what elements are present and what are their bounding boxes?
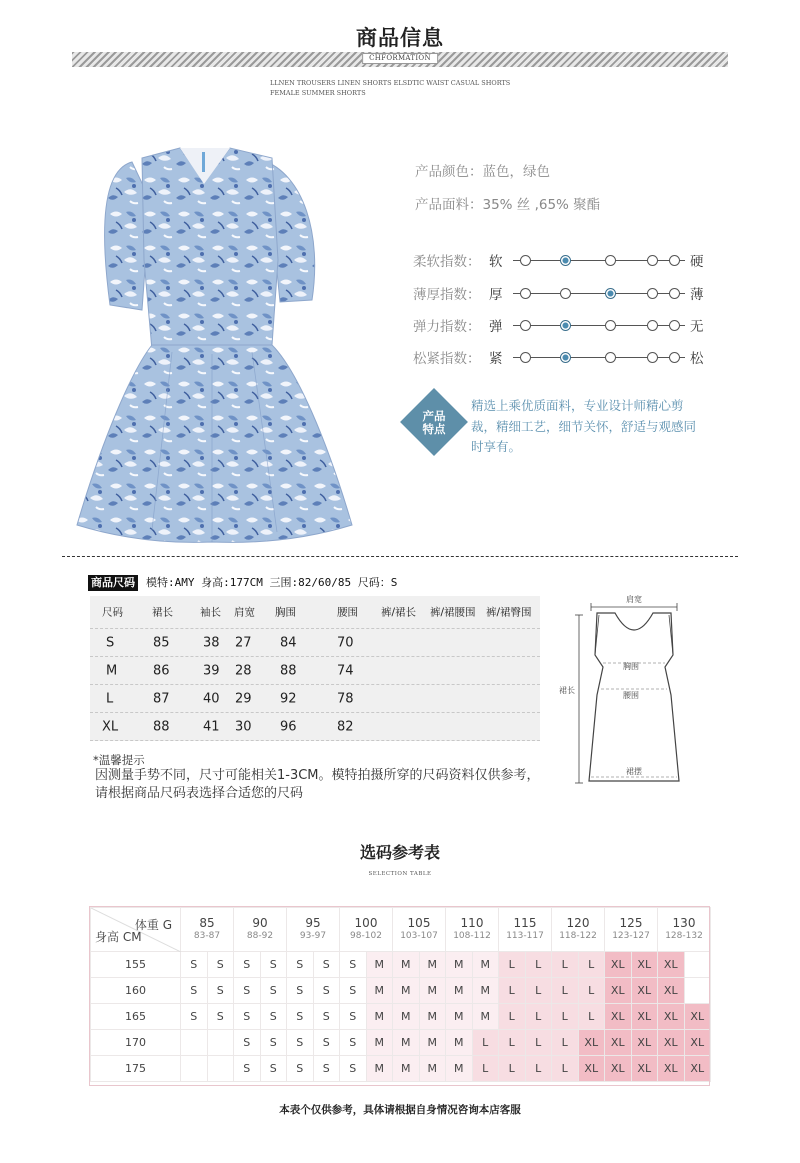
rating-right-label: 无 [690, 319, 704, 335]
size-recommendation-cell: S [181, 1004, 208, 1030]
rating-left-label: 弹 [489, 319, 503, 335]
rating-dot [647, 288, 658, 299]
diagram-waist-label: 腰围 [623, 691, 639, 700]
size-recommendation-cell: XL [631, 1004, 658, 1030]
size-cell: 87 [153, 691, 170, 706]
size-recommendation-cell: S [340, 978, 367, 1004]
size-header [88, 571, 397, 587]
size-cell: 29 [235, 691, 252, 706]
size-cell: L [106, 691, 114, 706]
page-title: 商品信息 [356, 25, 444, 50]
size-cell: 30 [235, 719, 252, 734]
size-recommendation-cell: L [552, 1056, 579, 1082]
size-cell: 28 [235, 663, 252, 678]
size-recommendation-cell: S [313, 978, 340, 1004]
size-recommendation-cell: L [525, 952, 552, 978]
size-cell: 92 [280, 691, 297, 706]
rating-dot [669, 352, 680, 363]
weight-value: 95 [305, 915, 321, 930]
weight-column-header [393, 908, 446, 952]
height-value: 155 [91, 952, 181, 978]
rating-right-label: 薄 [690, 287, 704, 303]
size-cell: 39 [203, 663, 220, 678]
weight-range: 98-102 [350, 930, 382, 941]
diagram-shoulder-label: 肩宽 [626, 595, 642, 604]
rating-left-label: 紧 [489, 351, 503, 367]
rating-track [513, 357, 685, 358]
rating-row [413, 315, 713, 335]
size-cell: 41 [203, 719, 220, 734]
weight-column-header [340, 908, 393, 952]
size-cell: 38 [203, 635, 220, 650]
size-cell: M [106, 663, 118, 678]
size-cell: S [106, 635, 115, 650]
weight-value: 130 [672, 915, 696, 930]
rating-right-label: 硬 [690, 254, 704, 270]
rating-right-label: 松 [690, 351, 704, 367]
header-subtitle-line-2: FEMALE SUMMER SHORTS [270, 89, 366, 97]
size-row [90, 629, 540, 657]
size-recommendation-cell: M [366, 1004, 393, 1030]
size-recommendation-cell: M [393, 1056, 420, 1082]
height-value: 175 [91, 1056, 181, 1082]
height-axis-label: 身高 CM [95, 930, 142, 944]
size-recommendation-cell: S [287, 952, 314, 978]
rating-dot [520, 320, 531, 331]
size-recommendation-cell: S [260, 978, 287, 1004]
weight-range: 123-127 [612, 930, 650, 941]
rating-label: 弹力指数： [413, 319, 481, 335]
rating-row [413, 283, 713, 303]
size-recommendation-cell: L [578, 978, 605, 1004]
rating-dot [605, 320, 616, 331]
size-recommendation-cell: S [340, 952, 367, 978]
weight-value: 120 [566, 915, 590, 930]
rating-dot [669, 320, 680, 331]
size-recommendation-cell [684, 978, 711, 1004]
weight-range: 93-97 [299, 930, 327, 941]
size-row [90, 685, 540, 713]
size-recommendation-cell: L [552, 978, 579, 1004]
weight-column-header [499, 908, 552, 952]
size-recommendation-cell: S [340, 1004, 367, 1030]
rating-label: 松紧指数： [413, 351, 481, 367]
size-recommendation-cell: L [499, 952, 526, 978]
size-recommendation-cell: L [525, 978, 552, 1004]
feature-description: 精选上乘优质面料，专业设计师精心剪裁，精细工艺，细节关怀，舒适与观感同时享有。 [471, 398, 697, 454]
weight-column-header [287, 908, 340, 952]
rating-dot [520, 288, 531, 299]
size-row [90, 657, 540, 685]
size-column-header: 裤/裙长 [381, 606, 417, 619]
size-recommendation-cell: S [234, 1030, 261, 1056]
weight-value: 110 [460, 915, 484, 930]
measurement-diagram [555, 585, 695, 795]
diagram-hem-label: 裙摆 [626, 767, 642, 776]
size-column-header: 裤/裙臀围 [486, 606, 532, 619]
rating-dot [605, 352, 616, 363]
diagram-length-label: 裙长 [559, 686, 575, 695]
size-column-header: 袖长 [200, 606, 221, 619]
notice-title: *温馨提示 [93, 753, 145, 767]
size-recommendation-cell: M [393, 1030, 420, 1056]
feature-badge-label [410, 410, 458, 436]
size-recommendation-cell: M [419, 978, 446, 1004]
rating-label: 柔软指数： [413, 254, 481, 270]
selection-title: 选码参考表 [359, 843, 440, 862]
size-recommendation-cell: XL [684, 1030, 711, 1056]
weight-range: 83-87 [193, 930, 221, 941]
size-recommendation-cell: S [313, 952, 340, 978]
footnote: 本表个仅供参考，具体请根据自身情况咨询本店客服 [279, 1104, 521, 1116]
selection-subtitle: SELECTION TABLE [368, 871, 432, 877]
size-column-header: 裤/裙腰围 [430, 606, 476, 619]
size-recommendation-cell: L [499, 1030, 526, 1056]
rating-dot-selected [560, 320, 571, 331]
rating-track [513, 260, 685, 261]
size-recommendation-cell: S [260, 1056, 287, 1082]
weight-column-header [658, 908, 711, 952]
section-divider [62, 556, 738, 557]
rating-dot [560, 288, 571, 299]
product-color: 产品颜色：蓝色，绿色 [415, 164, 550, 180]
size-recommendation-cell: S [287, 1004, 314, 1030]
size-recommendation-cell: XL [631, 1030, 658, 1056]
weight-value: 85 [199, 915, 215, 930]
size-cell: 78 [337, 691, 354, 706]
size-recommendation-cell: XL [631, 952, 658, 978]
weight-column-header [552, 908, 605, 952]
size-recommendation-cell: XL [631, 978, 658, 1004]
size-cell: 27 [235, 635, 252, 650]
weight-range: 88-92 [246, 930, 274, 941]
size-recommendation-cell: M [419, 1030, 446, 1056]
size-recommendation-cell: L [552, 1004, 579, 1030]
size-recommendation-cell: L [499, 1056, 526, 1082]
size-recommendation-cell: L [552, 952, 579, 978]
product-fabric: 产品面料：35% 丝 ,65% 聚酯 [415, 197, 601, 213]
size-recommendation-cell: M [366, 1056, 393, 1082]
size-recommendation-cell: XL [578, 1030, 605, 1056]
size-recommendation-cell: S [181, 952, 208, 978]
rating-dot-selected [560, 255, 571, 266]
size-recommendation-cell: XL [684, 1056, 711, 1082]
size-cell: 85 [153, 635, 170, 650]
size-recommendation-cell: M [446, 952, 473, 978]
notice-text: 因测量手势不同，尺寸可能相关1-3CM。模特拍摄所穿的尺码资料仅供参考，请根据商品尺码表选择合适您的尺码 [95, 768, 540, 801]
size-recommendation-cell: S [287, 1056, 314, 1082]
weight-range: 108-112 [453, 930, 491, 941]
size-recommendation-cell: M [366, 952, 393, 978]
size-recommendation-cell: M [446, 1004, 473, 1030]
size-recommendation-cell: XL [605, 978, 632, 1004]
product-dress-image [72, 140, 357, 550]
size-cell: 82 [337, 719, 354, 734]
size-recommendation-cell: L [472, 1056, 499, 1082]
size-recommendation-cell: XL [631, 1056, 658, 1082]
size-recommendation-cell: S [313, 1056, 340, 1082]
size-recommendation-cell: M [446, 978, 473, 1004]
weight-range: 113-117 [506, 930, 544, 941]
weight-column-header [181, 908, 234, 952]
feature-badge-line-2: 特点 [422, 422, 446, 436]
size-cell: 84 [280, 635, 297, 650]
selection-header-row [91, 908, 711, 952]
size-recommendation-cell: M [419, 1004, 446, 1030]
size-recommendation-cell [684, 952, 711, 978]
size-recommendation-cell: XL [605, 1004, 632, 1030]
size-recommendation-cell: M [393, 952, 420, 978]
size-recommendation-cell: S [260, 1004, 287, 1030]
weight-value: 105 [407, 915, 431, 930]
selection-row [91, 1004, 711, 1030]
size-recommendation-cell: S [207, 1004, 234, 1030]
size-recommendation-cell: S [234, 952, 261, 978]
size-recommendation-cell: L [525, 1030, 552, 1056]
weight-range: 128-132 [665, 930, 703, 941]
selection-corner-cell [91, 908, 181, 952]
size-recommendation-cell: XL [658, 1030, 685, 1056]
size-recommendation-cell [207, 1030, 234, 1056]
size-cell: 96 [280, 719, 297, 734]
feature-badge-line-1: 产品 [422, 409, 446, 423]
size-cell: 70 [337, 635, 354, 650]
size-recommendation-cell: S [340, 1056, 367, 1082]
rating-row [413, 347, 713, 367]
selection-row [91, 1030, 711, 1056]
size-recommendation-cell: M [366, 1030, 393, 1056]
size-row [90, 713, 540, 741]
rating-dot [520, 352, 531, 363]
rating-track [513, 293, 685, 294]
rating-label: 薄厚指数： [413, 287, 481, 303]
size-recommendation-cell: S [287, 978, 314, 1004]
size-recommendation-cell: L [499, 1004, 526, 1030]
size-recommendation-cell: L [578, 952, 605, 978]
size-tag: 商品尺码 [88, 575, 138, 591]
size-recommendation-cell: M [472, 952, 499, 978]
weight-column-header [446, 908, 499, 952]
selection-row [91, 978, 711, 1004]
rating-left-label: 厚 [489, 287, 503, 303]
size-recommendation-cell: S [207, 952, 234, 978]
rating-row [413, 250, 713, 270]
size-recommendation-cell [207, 1056, 234, 1082]
weight-value: 125 [619, 915, 643, 930]
size-cell: 40 [203, 691, 220, 706]
size-recommendation-cell: XL [605, 952, 632, 978]
size-recommendation-cell [181, 1030, 208, 1056]
weight-column-header [234, 908, 287, 952]
rating-track [513, 325, 685, 326]
diagram-chest-label: 胸围 [623, 662, 639, 671]
size-recommendation-cell: M [366, 978, 393, 1004]
header-band [72, 52, 728, 67]
size-recommendation-cell: L [552, 1030, 579, 1056]
size-recommendation-cell: XL [658, 1056, 685, 1082]
size-cell: 88 [153, 719, 170, 734]
weight-axis-label: 体重 G [134, 918, 172, 932]
selection-row [91, 1056, 711, 1082]
size-recommendation-cell: S [234, 1004, 261, 1030]
size-recommendation-cell: S [234, 978, 261, 1004]
size-recommendation-cell: M [419, 1056, 446, 1082]
rating-dot [647, 255, 658, 266]
weight-range: 118-122 [559, 930, 597, 941]
weight-range: 103-107 [400, 930, 438, 941]
weight-value: 90 [252, 915, 268, 930]
size-recommendation-cell: M [446, 1030, 473, 1056]
size-recommendation-cell: M [472, 978, 499, 1004]
size-recommendation-cell: M [393, 978, 420, 1004]
size-recommendation-cell: S [287, 1030, 314, 1056]
size-recommendation-cell: XL [605, 1056, 632, 1082]
rating-left-label: 软 [489, 254, 503, 270]
size-recommendation-cell [181, 1056, 208, 1082]
size-recommendation-cell: XL [658, 952, 685, 978]
selection-row [91, 952, 711, 978]
size-recommendation-cell: S [260, 1030, 287, 1056]
rating-dot-selected [605, 288, 616, 299]
size-recommendation-cell: M [393, 1004, 420, 1030]
size-recommendation-cell: M [446, 1056, 473, 1082]
size-column-header: 腰围 [337, 606, 358, 619]
size-cell: 74 [337, 663, 354, 678]
size-column-header: 裙长 [152, 606, 173, 619]
size-recommendation-cell: L [525, 1004, 552, 1030]
weight-value: 115 [513, 915, 537, 930]
size-cell: 88 [280, 663, 297, 678]
size-cell: XL [102, 719, 119, 734]
rating-dot [605, 255, 616, 266]
size-recommendation-cell: S [207, 978, 234, 1004]
size-recommendation-cell: S [260, 952, 287, 978]
size-recommendation-cell: XL [605, 1030, 632, 1056]
weight-column-header [605, 908, 658, 952]
size-column-header: 胸围 [275, 606, 296, 619]
height-value: 165 [91, 1004, 181, 1030]
size-column-header: 尺码 [102, 606, 123, 619]
size-recommendation-cell: L [499, 978, 526, 1004]
size-recommendation-cell: S [313, 1004, 340, 1030]
rating-dot-selected [560, 352, 571, 363]
size-recommendation-cell: XL [684, 1004, 711, 1030]
size-recommendation-cell: L [578, 1004, 605, 1030]
size-recommendation-cell: L [472, 1030, 499, 1056]
rating-dot [520, 255, 531, 266]
weight-value: 100 [354, 915, 378, 930]
header-band-label: CHFORMATION [362, 53, 438, 64]
size-recommendation-cell: S [234, 1056, 261, 1082]
size-recommendation-cell: S [340, 1030, 367, 1056]
size-recommendation-cell: XL [658, 978, 685, 1004]
size-recommendation-cell: XL [578, 1056, 605, 1082]
height-value: 160 [91, 978, 181, 1004]
size-recommendation-cell: M [419, 952, 446, 978]
size-recommendation-cell: S [181, 978, 208, 1004]
rating-dot [669, 288, 680, 299]
size-recommendation-cell: L [525, 1056, 552, 1082]
header-subtitle [270, 78, 570, 98]
selection-table [90, 907, 711, 1082]
size-recommendation-cell: S [313, 1030, 340, 1056]
header-subtitle-line-1: LLNEN TROUSERS LINEN SHORTS ELSDTIC WAIST CASUAL SHORTS [270, 79, 511, 87]
size-recommendation-cell: M [472, 1004, 499, 1030]
height-value: 170 [91, 1030, 181, 1056]
size-recommendation-cell: XL [658, 1004, 685, 1030]
size-table [90, 596, 540, 741]
rating-dot [669, 255, 680, 266]
size-header-row [90, 596, 540, 629]
rating-dot [647, 320, 658, 331]
rating-dot [647, 352, 658, 363]
size-column-header: 肩宽 [234, 606, 255, 619]
model-info: 模特:AMY 身高:177CM 三围:82/60/85 尺码：S [146, 576, 398, 589]
size-cell: 86 [153, 663, 170, 678]
